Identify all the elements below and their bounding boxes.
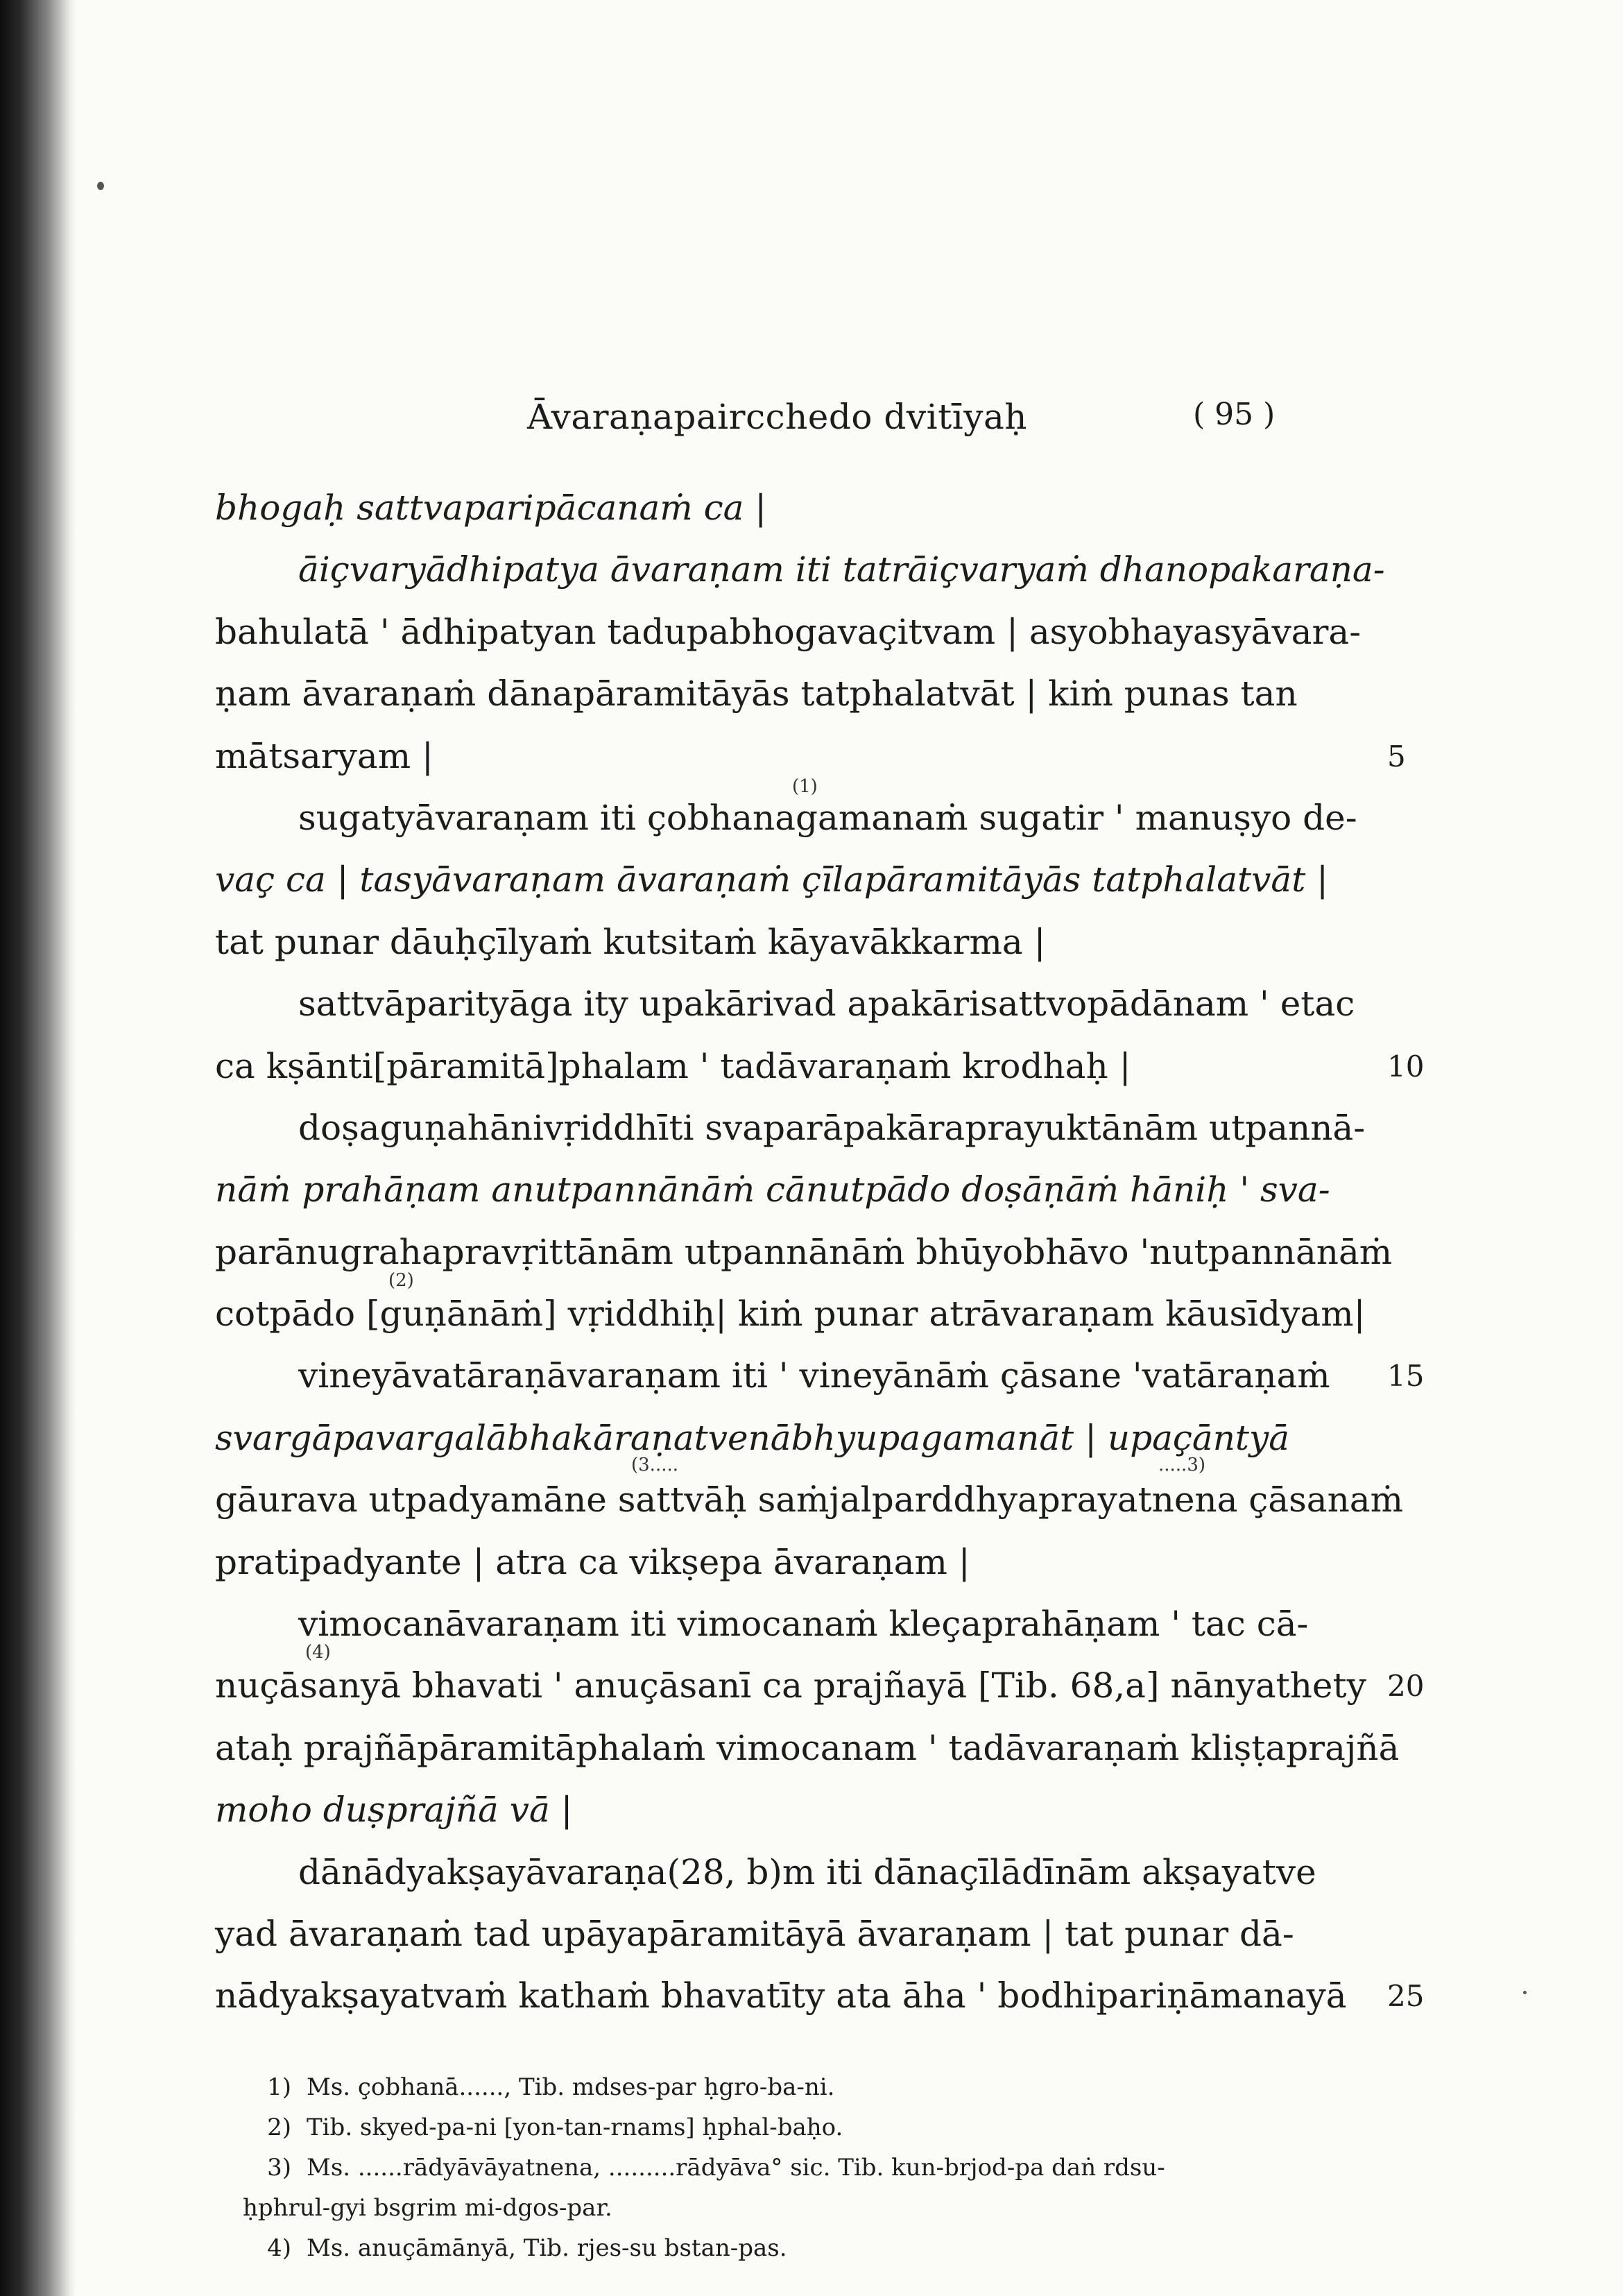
footnote: 4) Ms. anuçāmānyā, Tib. rjes-su bstan-pas.	[267, 2234, 787, 2262]
page-number: ( 95 )	[1193, 397, 1276, 432]
scan-speck	[97, 182, 104, 190]
footnote: 3) Ms. ......rādyāvāyatnena, .........rādyāva° sic. Tib. kun-brjod-pa daṅ rdsu-	[267, 2154, 1165, 2182]
footnote-marker: .....3)	[1158, 1454, 1206, 1475]
text-line: sugatyāvaraṇam iti çobhanagamanaṁ sugatir ' manuṣyo de- (1)	[298, 776, 1357, 838]
text-line: nādyakṣayatvaṁ kathaṁ bhavatīty ata āha ' bodhipariṇāmanayā 25	[215, 1965, 1352, 2027]
text-line: bhogaḥ sattvaparipācanaṁ ca |	[215, 488, 767, 528]
scan-shadow-edge	[0, 0, 76, 2296]
text-line: svargāpavargalābhakāraṇatvenābhyupagamanāt | upaçāntyā (3..... .....3)	[215, 1417, 1290, 1475]
line-number: 25	[1387, 1979, 1425, 2014]
text-line: gāurava utpadyamāne sattvāḥ saṁjalparddhyaprayatnena çāsanaṁ	[215, 1480, 1404, 1520]
text-line: cotpādo [guṇānāṁ] vṛiddhiḥ| kiṁ punar atrāvaraṇam kāusīdyam|	[215, 1294, 1366, 1335]
text-line: ataḥ prajñāpāramitāphalaṁ vimocanam ' tadāvaraṇaṁ kliṣṭaprajñā	[215, 1727, 1400, 1768]
text-line: sattvāparityāga ity upakārivad apakārisattvopādānam ' etac	[298, 984, 1355, 1025]
text-line: doṣaguṇahānivṛiddhīti svaparāpakāraprayuktānām utpannā-	[298, 1107, 1366, 1148]
text-line: ṇam āvaraṇaṁ dānapāramitāyās tatphalatvāt | kiṁ punas tan	[215, 674, 1298, 714]
text-line: dānādyakṣayāvaraṇa(28, b)m iti dānaçīlādīnām akṣayatve	[298, 1851, 1316, 1892]
text-line: āiçvaryādhipatya āvaraṇam iti tatrāiçvaryaṁ dhanopakaraṇa-	[298, 549, 1385, 590]
footnote: 2) Tib. skyed-pa-ni [yon-tan-rnams] ḥphal-baḥo.	[267, 2114, 843, 2141]
text-line: vineyāvatāraṇāvaraṇam iti ' vineyānāṁ çāsane 'vatāraṇaṁ 15	[215, 1345, 1352, 1407]
footnote-continuation: ḥphrul-gyi bsgrim mi-dgos-par.	[243, 2194, 612, 2222]
text-line: ca kṣānti[pāramitā]phalam ' tadāvaraṇaṁ krodhaḥ | 10	[215, 1036, 1352, 1097]
footnote-marker: (4)	[305, 1642, 331, 1663]
text-line: pratipadyante | atra ca vikṣepa āvaraṇam |	[215, 1541, 970, 1582]
line-number: 10	[1387, 1049, 1425, 1083]
text-line: nuçāsanyā bhavati ' anuçāsanī ca prajñayā [Tib. 68,a] nānyathety 20	[215, 1655, 1352, 1717]
text-line: parānugrahapravṛittānām utpannānāṁ bhūyobhāvo 'nutpannānāṁ (2)	[215, 1231, 1393, 1291]
scan-speck	[1523, 1991, 1527, 1994]
text-line: nāṁ prahāṇam anutpannānāṁ cānutpādo doṣāṇāṁ hāniḥ ' sva-	[215, 1170, 1330, 1210]
text-line: vimocanāvaraṇam iti vimocanaṁ kleçaprahāṇam ' tac cā- (4)	[298, 1604, 1309, 1663]
text-line: tat punar dāuḥçīlyaṁ kutsitaṁ kāyavākkarma |	[215, 921, 1046, 962]
line-number: 15	[1387, 1359, 1425, 1394]
main-text	[215, 477, 1425, 2028]
footnotes	[243, 2067, 1325, 2268]
footnote-marker: (3.....	[631, 1454, 679, 1475]
footnote-marker: (2)	[388, 1269, 414, 1291]
text-line: mātsaryam | 5	[215, 726, 1352, 787]
footnote-marker: (1)	[792, 776, 818, 797]
line-number: 20	[1387, 1669, 1425, 1704]
line-number: 5	[1387, 739, 1406, 773]
text-line: yad āvaraṇaṁ tad upāyapāramitāyā āvaraṇam | tat punar dā-	[215, 1913, 1294, 1954]
footnote: 1) Ms. çobhanā......, Tib. mdses-par ḥgro-ba-ni.	[267, 2073, 835, 2101]
text-line: bahulatā ' ādhipatyan tadupabhogavaçitvam | asyobhayasyāvara-	[215, 611, 1362, 652]
text-line: moho duṣprajñā vā |	[215, 1790, 573, 1831]
text-line: vaç ca | tasyāvaraṇam āvaraṇaṁ çīlapāramitāyās tatphalatvāt |	[215, 859, 1329, 900]
running-header: Āvaraṇapaircchedo dvitīyaḥ	[527, 397, 1027, 437]
